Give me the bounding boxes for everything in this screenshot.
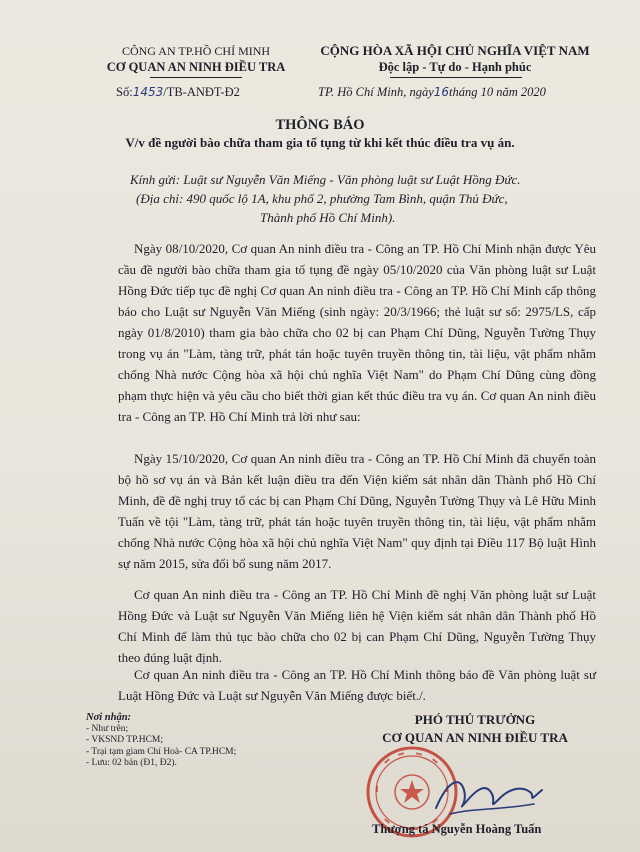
body-paragraph-4: Cơ quan An ninh điều tra - Công an TP. Hồ Chí Minh thông báo đề Văn phòng luật sư Luật Hồng Đức và Luật sư Nguyễn Văn Miếng được biết./. <box>118 667 596 703</box>
number-suffix: /TB-ANĐT-Đ2 <box>163 85 240 99</box>
notice-title: THÔNG BÁO <box>275 117 365 133</box>
number-prefix: Số: <box>116 85 133 99</box>
motto-underline <box>390 77 522 78</box>
date-suffix: tháng 10 năm 2020 <box>449 85 546 99</box>
document-number <box>116 85 240 100</box>
agency-name-line2: CƠ QUAN AN NINH ĐIỀU TRA <box>106 60 286 74</box>
recipient-item: - VKSND TP.HCM; <box>86 735 163 745</box>
agency-name-line1: CÔNG AN TP.HỒ CHÍ MINH <box>121 44 271 58</box>
date-prefix: TP. Hồ Chí Minh, ngày <box>318 85 434 99</box>
recipients-heading: Nơi nhận: <box>86 712 132 723</box>
recipient-line2: (Địa chỉ: 490 quốc lộ 1A, khu phố 2, phường Tam Bình, quận Thủ Đức, <box>136 191 508 206</box>
body-paragraph-2: Ngày 15/10/2020, Cơ quan An ninh điều tra - Công an TP. Hồ Chí Minh đã chuyển toàn bộ hồ sơ vụ án và Bản kết luận điều tra đến Viện kiểm sát nhân dân Thành phố Hồ Chí Minh, đề đề nghị truy tố các bị can Phạm Chí Dũng, Nguyễn Tường Thụy và Lê Hữu Minh Tuấn về tội "Làm, tàng trữ, phát tán hoặc tuyên truyền thông tin, tài liệu, vật phẩm nhằm chống Nhà nước Cộng hòa xã hội chủ nghĩa Việt Nam" quy định tại Điều 117 Bộ luật Hình sự năm 2015, sửa đổi bổ sung năm 2017. <box>118 451 596 571</box>
national-title: CỘNG HÒA XÃ HỘI CHỦ NGHĨA VIỆT NAM <box>320 43 590 58</box>
agency-underline <box>150 77 242 78</box>
signer-title-1: PHÓ THỦ TRƯỞNG <box>414 712 536 727</box>
recipient-item: - Trại tạm giam Chí Hoà- CA TP.HCM; <box>86 746 237 757</box>
recipient-item: - Như trên; <box>86 723 129 734</box>
body-paragraph-1: Ngày 08/10/2020, Cơ quan An ninh điều tra - Công an TP. Hồ Chí Minh nhận được Yêu cầu đề người bào chữa tham gia tố tụng đề ngày 05/10/2020 của Văn phòng luật sư Luật Hồng Đức tiếp tục đề nghị Cơ quan An ninh điều tra - Công an TP. Hồ Chí Minh cấp thông báo cho Luật sư Nguyễn Văn Miếng (sinh ngày: 20/3/1966; thẻ luật sư số: 2975/LS, cấp ngày 01/8/2010) tham gia bào chữa cho 02 bị can Phạm Chí Dũng, Nguyễn Tường Thụy trong vụ án "Làm, tàng trữ, phát tán hoặc tuyên truyền thông tin, tài liệu, vật phẩm nhằm chống Nhà nước Cộng hòa xã hội chủ nghĩa Việt Nam" do Phạm Chí Dũng cùng đồng phạm thực hiện và yêu cầu cho biết thời gian kết thúc điều tra vụ án. Cơ quan An ninh điều tra - Công an TP. Hồ Chí Minh trả lời như sau: <box>118 241 596 424</box>
date-day-handwritten: 16 <box>433 85 450 99</box>
recipient-line1: Kính gửi: Luật sư Nguyễn Văn Miếng - Văn phòng luật sư Luật Hồng Đức. <box>130 172 521 187</box>
recipients-list <box>86 712 236 770</box>
handwritten-signature-icon <box>430 768 550 824</box>
signer-title-2: CƠ QUAN AN NINH ĐIỀU TRA <box>382 730 568 745</box>
number-handwritten: 1453 <box>132 85 164 99</box>
signer-name: Thượng tá Nguyễn Hoàng Tuấn <box>372 822 542 836</box>
recipient-item: - Lưu: 02 bản (Đ1, Đ2). <box>86 758 177 768</box>
notice-subject: V/v đề người bào chữa tham gia tố tụng từ khi kết thúc điều tra vụ án. <box>125 135 515 150</box>
national-motto: Độc lập - Tự do - Hạnh phúc <box>378 60 532 74</box>
recipient-line3: Thành phố Hồ Chí Minh). <box>260 210 396 225</box>
body-paragraph-3: Cơ quan An ninh điều tra - Công an TP. Hồ Chí Minh đề nghị Văn phòng luật sư Luật Hồng Đức và Luật sư Nguyễn Văn Miếng liên hệ Viện kiểm sát nhân dân Thành phố Hồ Chí Minh để làm thủ tục bào chữa cho 02 bị can Phạm Chí Dũng, Nguyễn Tường Thụy theo đúng luật định. <box>118 587 596 665</box>
document-date <box>318 85 546 100</box>
